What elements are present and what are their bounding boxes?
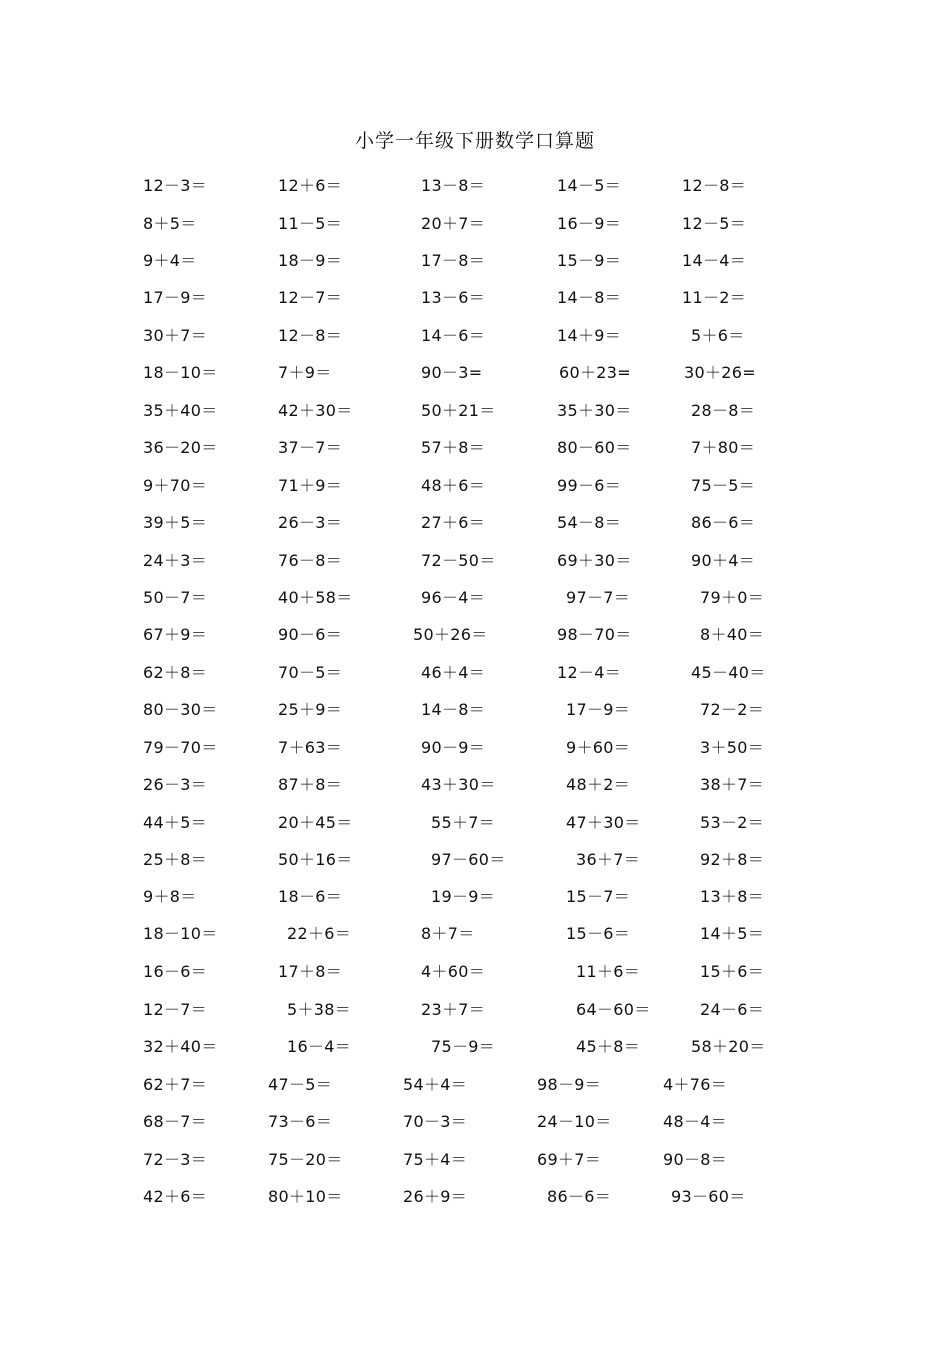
problem-item: 46＋4＝ (421, 663, 486, 682)
problem-item: 93－60＝ (671, 1187, 746, 1206)
problem-row (0, 474, 950, 498)
problem-item: 48＋2＝ (566, 775, 631, 794)
problem-item: 80－30＝ (143, 700, 218, 719)
problem-item: 17－8＝ (421, 251, 486, 270)
problem-item: 9＋4＝ (143, 251, 197, 270)
problem-item: 12－3＝ (143, 176, 208, 195)
problem-row (0, 1148, 950, 1172)
problem-item: 36－20＝ (143, 438, 218, 457)
problem-item: 92＋8＝ (700, 850, 765, 869)
problem-item: 69＋30＝ (557, 551, 632, 570)
problem-item: 37－7＝ (278, 438, 343, 457)
problem-item: 14－4＝ (682, 251, 747, 270)
problem-item: 30＋26= (684, 363, 756, 382)
problem-row (0, 848, 950, 872)
problem-item: 68－7＝ (143, 1112, 208, 1131)
problem-item: 38＋7＝ (700, 775, 765, 794)
problem-item: 26－3＝ (278, 513, 343, 532)
problem-item: 4＋76＝ (663, 1075, 728, 1094)
problem-item: 40＋58＝ (278, 588, 353, 607)
problem-item: 24－10＝ (537, 1112, 612, 1131)
problem-item: 13－6＝ (421, 288, 486, 307)
problem-item: 26＋9＝ (403, 1187, 468, 1206)
problem-item: 11＋6＝ (576, 962, 641, 981)
problem-item: 48－4＝ (663, 1112, 728, 1131)
problem-item: 42＋6＝ (143, 1187, 208, 1206)
problem-item: 79＋0＝ (700, 588, 765, 607)
problem-item: 96－4＝ (421, 588, 486, 607)
problem-row (0, 286, 950, 310)
problem-item: 18－9＝ (278, 251, 343, 270)
problem-item: 16－4＝ (287, 1037, 352, 1056)
problem-item: 90－8＝ (663, 1150, 728, 1169)
problem-item: 54＋4＝ (403, 1075, 468, 1094)
problem-item: 14－8＝ (421, 700, 486, 719)
problem-item: 11－2＝ (682, 288, 747, 307)
problem-row (0, 1185, 950, 1209)
problem-item: 36＋7＝ (576, 850, 641, 869)
problem-item: 17＋8＝ (278, 962, 343, 981)
problem-item: 57＋8＝ (421, 438, 486, 457)
problem-row (0, 212, 950, 236)
problem-item: 13－8＝ (421, 176, 486, 195)
problem-row (0, 773, 950, 797)
problem-item: 73－6＝ (268, 1112, 333, 1131)
problem-item: 72－3＝ (143, 1150, 208, 1169)
problem-item: 16－6＝ (143, 962, 208, 981)
problem-item: 97－7＝ (566, 588, 631, 607)
problem-item: 90－6＝ (278, 625, 343, 644)
problem-item: 64－60＝ (576, 1000, 651, 1019)
problem-item: 5＋38＝ (287, 1000, 352, 1019)
problem-item: 12－7＝ (278, 288, 343, 307)
problem-item: 18－10＝ (143, 924, 218, 943)
problem-item: 12－8＝ (682, 176, 747, 195)
problem-item: 8＋40＝ (700, 625, 765, 644)
problem-item: 24＋3＝ (143, 551, 208, 570)
problem-row (0, 174, 950, 198)
problem-item: 69＋7＝ (537, 1150, 602, 1169)
problem-item: 60＋23= (559, 363, 631, 382)
problem-item: 8＋7＝ (421, 924, 475, 943)
problem-item: 17－9＝ (566, 700, 631, 719)
problem-item: 50＋21＝ (421, 401, 496, 420)
problem-item: 99－6＝ (557, 476, 622, 495)
problem-item: 45－40＝ (691, 663, 766, 682)
problem-item: 58＋20＝ (691, 1037, 766, 1056)
problem-item: 26－3＝ (143, 775, 208, 794)
problem-item: 42＋30＝ (278, 401, 353, 420)
problem-item: 20＋45＝ (278, 813, 353, 832)
page-title: 小学一年级下册数学口算题 (354, 130, 595, 152)
problem-row (0, 1035, 950, 1059)
problem-row (0, 1110, 950, 1134)
problem-item: 12－4＝ (557, 663, 622, 682)
problem-item: 19－9＝ (431, 887, 496, 906)
problem-item: 98－70＝ (557, 625, 632, 644)
problem-item: 14＋9＝ (557, 326, 622, 345)
problem-item: 48＋6＝ (421, 476, 486, 495)
problem-item: 70－5＝ (278, 663, 343, 682)
problem-item: 9＋8＝ (143, 887, 197, 906)
problem-item: 67＋9＝ (143, 625, 208, 644)
problem-item: 20＋7＝ (421, 214, 486, 233)
problem-item: 72－50＝ (421, 551, 496, 570)
problem-item: 75＋4＝ (403, 1150, 468, 1169)
problem-item: 50＋16＝ (278, 850, 353, 869)
problem-item: 75－20＝ (268, 1150, 343, 1169)
problem-item: 62＋8＝ (143, 663, 208, 682)
problem-row (0, 811, 950, 835)
problem-item: 7＋9＝ (278, 363, 332, 382)
problem-item: 15－9＝ (557, 251, 622, 270)
problem-item: 23＋7＝ (421, 1000, 486, 1019)
problem-item: 14－6＝ (421, 326, 486, 345)
problem-row (0, 998, 950, 1022)
problem-row (0, 399, 950, 423)
problem-item: 7＋80＝ (691, 438, 756, 457)
problem-item: 11－5＝ (278, 214, 343, 233)
problem-item: 43＋30＝ (421, 775, 496, 794)
problem-row (0, 1073, 950, 1097)
problem-item: 14－8＝ (557, 288, 622, 307)
problem-item: 50＋26＝ (413, 625, 488, 644)
problem-item: 76－8＝ (278, 551, 343, 570)
problem-item: 80－60＝ (557, 438, 632, 457)
problem-row (0, 922, 950, 946)
problem-item: 97－60＝ (431, 850, 506, 869)
problem-item: 86－6＝ (691, 513, 756, 532)
problem-item: 13＋8＝ (700, 887, 765, 906)
problem-item: 44＋5＝ (143, 813, 208, 832)
problem-item: 8＋5＝ (143, 214, 197, 233)
problem-item: 24－6＝ (700, 1000, 765, 1019)
problem-item: 47－5＝ (268, 1075, 333, 1094)
problem-row (0, 324, 950, 348)
problem-item: 25＋8＝ (143, 850, 208, 869)
problem-item: 53－2＝ (700, 813, 765, 832)
problem-row (0, 698, 950, 722)
problem-item: 80＋10＝ (268, 1187, 343, 1206)
problem-row (0, 361, 950, 385)
problem-item: 14＋5＝ (700, 924, 765, 943)
problem-item: 12－7＝ (143, 1000, 208, 1019)
problem-row (0, 960, 950, 984)
problem-item: 62＋7＝ (143, 1075, 208, 1094)
problem-item: 25＋9＝ (278, 700, 343, 719)
problem-item: 90＋4＝ (691, 551, 756, 570)
problem-item: 18－6＝ (278, 887, 343, 906)
problem-item: 5＋6＝ (691, 326, 745, 345)
problem-item: 50－7＝ (143, 588, 208, 607)
problem-row (0, 885, 950, 909)
problem-item: 75－9＝ (431, 1037, 496, 1056)
problem-item: 32＋40＝ (143, 1037, 218, 1056)
problem-item: 72－2＝ (700, 700, 765, 719)
problem-row (0, 436, 950, 460)
problem-item: 22＋6＝ (287, 924, 352, 943)
problem-item: 71＋9＝ (278, 476, 343, 495)
problem-item: 30＋7＝ (143, 326, 208, 345)
problem-item: 47＋30＝ (566, 813, 641, 832)
problem-item: 27＋6＝ (421, 513, 486, 532)
problem-row (0, 511, 950, 535)
problem-item: 3＋50＝ (700, 738, 765, 757)
problem-row (0, 623, 950, 647)
problem-item: 35＋40＝ (143, 401, 218, 420)
problem-item: 98－9＝ (537, 1075, 602, 1094)
problem-item: 15－7＝ (566, 887, 631, 906)
problem-item: 54－8＝ (557, 513, 622, 532)
problem-item: 28－8＝ (691, 401, 756, 420)
problem-row (0, 249, 950, 273)
problem-item: 14－5＝ (557, 176, 622, 195)
problem-item: 9＋70＝ (143, 476, 208, 495)
problem-item: 9＋60＝ (566, 738, 631, 757)
problem-item: 86－6＝ (547, 1187, 612, 1206)
problem-row (0, 736, 950, 760)
problem-item: 70－3＝ (403, 1112, 468, 1131)
problem-item: 15＋6＝ (700, 962, 765, 981)
problem-item: 17－9＝ (143, 288, 208, 307)
problem-item: 35＋30＝ (557, 401, 632, 420)
problem-item: 12＋6＝ (278, 176, 343, 195)
problem-item: 16－9＝ (557, 214, 622, 233)
problem-item: 12－5＝ (682, 214, 747, 233)
problem-item: 18－10＝ (143, 363, 218, 382)
problem-row (0, 549, 950, 573)
problem-item: 90－3= (421, 363, 483, 382)
problem-item: 7＋63＝ (278, 738, 343, 757)
problem-item: 90－9＝ (421, 738, 486, 757)
problem-item: 87＋8＝ (278, 775, 343, 794)
problem-item: 39＋5＝ (143, 513, 208, 532)
problem-item: 55＋7＝ (431, 813, 496, 832)
problem-item: 15－6＝ (566, 924, 631, 943)
problem-item: 79－70＝ (143, 738, 218, 757)
problem-row (0, 661, 950, 685)
problem-item: 12－8＝ (278, 326, 343, 345)
problem-item: 75－5＝ (691, 476, 756, 495)
problem-row (0, 586, 950, 610)
problem-item: 45＋8＝ (576, 1037, 641, 1056)
problem-item: 4＋60＝ (421, 962, 486, 981)
